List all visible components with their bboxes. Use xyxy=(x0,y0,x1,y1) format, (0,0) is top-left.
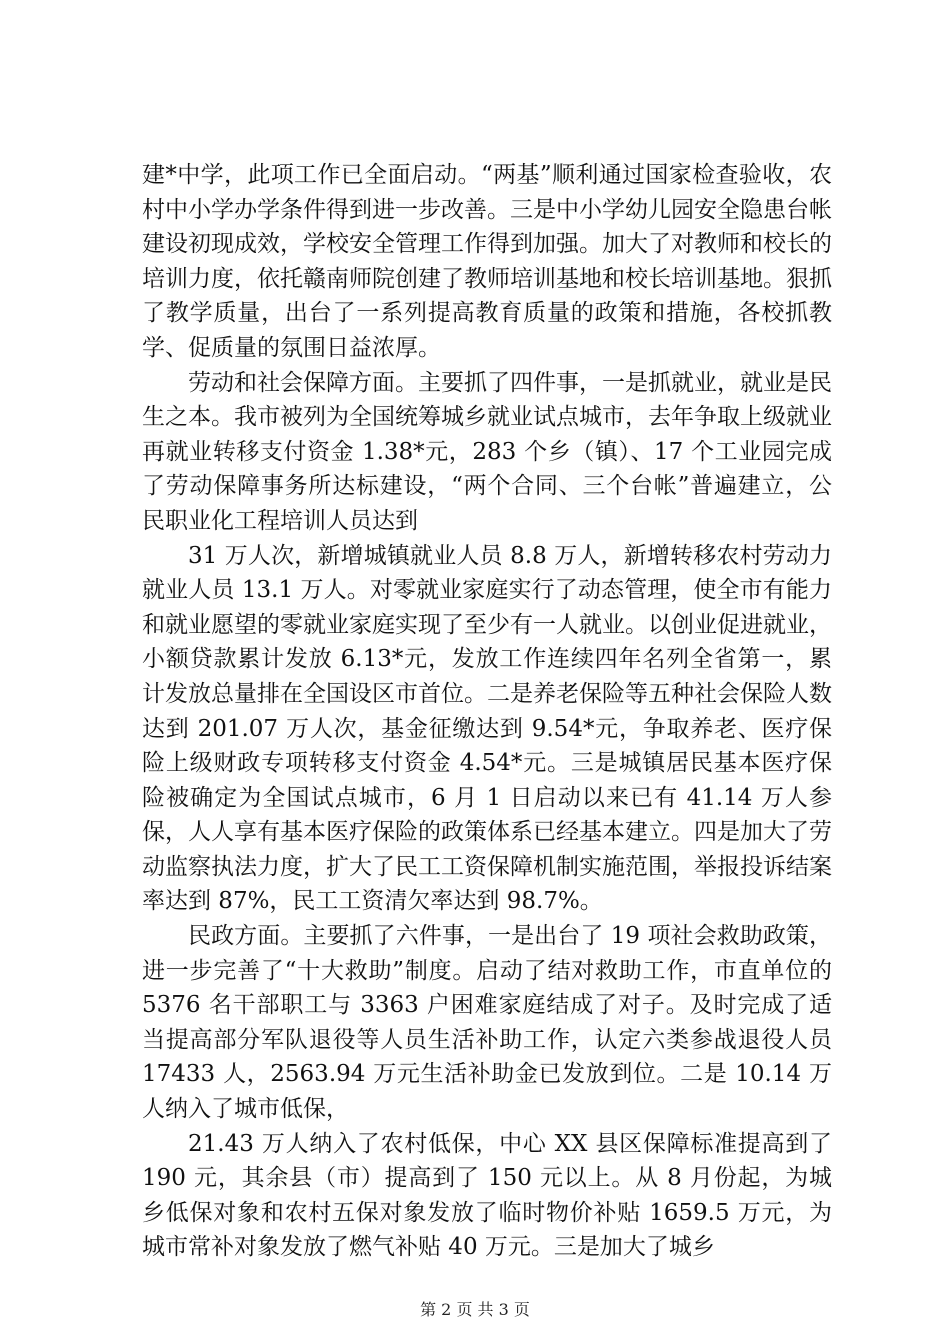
paragraph-civil-affairs: 民政方面。主要抓了六件事，一是出台了 19 项社会救助政策，进一步完善了“十大救助”制度。启动了结对救助工作，市直单位的 5376 名干部职工与 3363 户困难家庭结成了对子。及时完成了适当提高部分军队退役等人员生活补助工作，认定六类参战退役人员 17433 人，2563.94 万元生活补助金已发放到位。二是 10.14 万人纳入了城市低保， xyxy=(142,923,832,1123)
page-number-footer: 第 2 页 共 3 页 xyxy=(420,1300,530,1319)
paragraph-labor-security: 劳动和社会保障方面。主要抓了四件事，一是抓就业，就业是民生之本。我市被列为全国统筹城乡就业试点城市，去年争取上级就业再就业转移支付资金 1.38*元，283 个乡（镇）、17 个工业园完成了劳动保障事务所达标建设，“两个合同、三个台帐”普遍建立，公民职业化工程培训人员达到 xyxy=(142,369,832,534)
paragraph-education: 建*中学，此项工作已全面启动。“两基”顺利通过国家检查验收，农村中小学办学条件得到进一步改善。三是中小学幼儿园安全隐患台帐建设初现成效，学校安全管理工作得到加强。加大了对教师和校长的培训力度，依托赣南师院创建了教师培训基地和校长培训基地。狠抓了教学质量，出台了一系列提高教育质量的政策和措施，各校抓教学、促质量的氛围日益浓厚。 xyxy=(142,162,832,361)
paragraph-employment-stats: 31 万人次，新增城镇就业人员 8.8 万人，新增转移农村劳动力就业人员 13.1 万人。对零就业家庭实行了动态管理，使全市有能力和就业愿望的零就业家庭实现了至少有一人就业。以创业促进就业，小额贷款累计发放 6.13*元，发放工作连续四年名列全省第一，累计发放总量排在全国设区市首位。二是养老保险等五种社会保险人数达到 201.07 万人次，基金征缴达到 9.54*元，争取养老、医疗保险上级财政专项转移支付资金 4.54*元。三是城镇居民基本医疗保险被确定为全国试点城市，6 月 1 日启动以来已有 41.14 万人参保，人人享有基本医疗保险的政策体系已经基本建立。四是加大了劳动监察执法力度，扩大了民工工资保障机制实施范围，举报投诉结案率达到 87%，民工工资清欠率达到 98.7%。 xyxy=(142,542,832,915)
paragraph-rural-allowance: 21.43 万人纳入了农村低保，中心 XX 县区保障标准提高到了 190 元，其余县（市）提高到了 150 元以上。从 8 月份起，为城乡低保对象和农村五保对象发放了临时物价补贴 1659.5 万元，为城市常补对象发放了燃气补贴 40 万元。三是加大了城乡 xyxy=(142,1130,832,1261)
document-body xyxy=(142,158,832,1265)
